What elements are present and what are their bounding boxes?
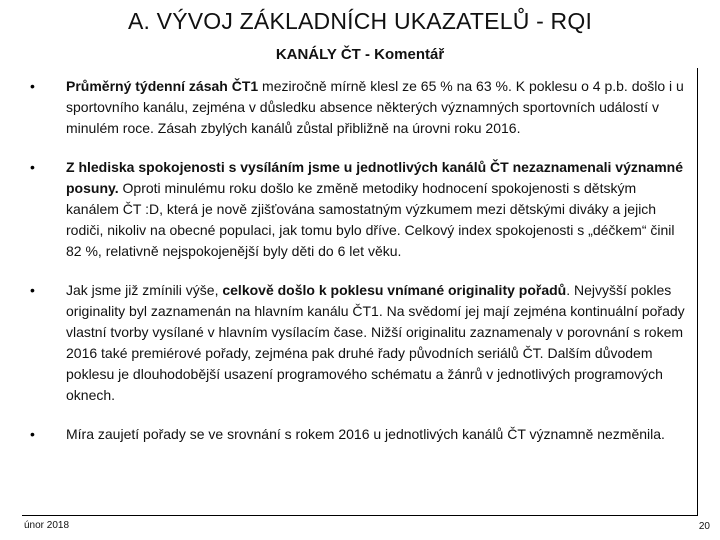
page-title: A. VÝVOJ ZÁKLADNÍCH UKAZATELŮ - RQI [127, 8, 593, 34]
bullet-item [30, 76, 690, 139]
page-subtitle: KANÁLY ČT - Komentář [275, 46, 445, 63]
bullet-text-bold: celkově došlo k poklesu vnímané originality pořadů [222, 282, 567, 298]
bullet-dot-icon: • [30, 426, 35, 442]
bullet-text-regular: Míra zaujetí pořady se ve srovnání s rokem 2016 u jednotlivých kanálů ČT významně nezměnila. [66, 426, 665, 442]
page-number: 20 [698, 521, 710, 532]
bullet-text-bold: Z hlediska spokojenosti s vysíláním jsme u jednotlivých kanálů ČT nezaznamenali významné posuny. [66, 159, 683, 196]
vertical-divider [697, 68, 698, 516]
bullet-list [30, 76, 690, 463]
bullet-item [30, 280, 690, 406]
horizontal-divider [22, 515, 698, 516]
bullet-item [30, 424, 690, 445]
bullet-text [66, 280, 690, 406]
bullet-text [66, 424, 665, 445]
bullet-text-regular: meziročně mírně klesl ze 65 % na 63 %. K poklesu o 4 p.b. došlo i u sportovního kanálu, zejména v důsledku absence některých významných sportovních událostí v minulém roce. Zásah zbylých kanálů zůstal přibližně na úrovni roku 2016. [66, 78, 684, 136]
bullet-text-regular: Oproti minulému roku došlo ke změně metodiky hodnocení spokojenosti s dětským kanálem ČT :D, která je nově zjišťována samostatným výzkumem mezi dětskými diváky a jejich rodiči, nikoliv na obecné populaci, jak tomu bylo dříve. Celkový index spokojenosti s „déčkem“ činil 82 %, relativně nejspokojenější byly děti do 6 let věku. [66, 180, 675, 259]
footer-date: únor 2018 [24, 520, 70, 531]
bullet-item [30, 157, 690, 262]
bullet-text [66, 76, 690, 139]
bullet-text-regular: Jak jsme již zmínili výše, [66, 282, 223, 298]
bullet-text [66, 157, 690, 262]
bullet-text-bold: Průměrný týdenní zásah ČT1 [66, 78, 259, 94]
bullet-dot-icon: • [30, 282, 35, 298]
bullet-dot-icon: • [30, 159, 35, 175]
bullet-dot-icon: • [30, 78, 35, 94]
bullet-text-regular: . Nejvyšší pokles originality byl zaznamenán na hlavním kanálu ČT1. Na svědomí jej mají zejména kontinuální pořady vlastní tvorby vysílané v hlavním vysílacím čase. Nižší originalitu zaznamenaly v porovnání s rokem 2016 také premiérové pořady, zejména pak druhé řady původních seriálů ČT. Dalším důvodem poklesu je dlouhodobější usazení programového schématu a žánrů v jednotlivých programových oknech. [66, 282, 685, 403]
